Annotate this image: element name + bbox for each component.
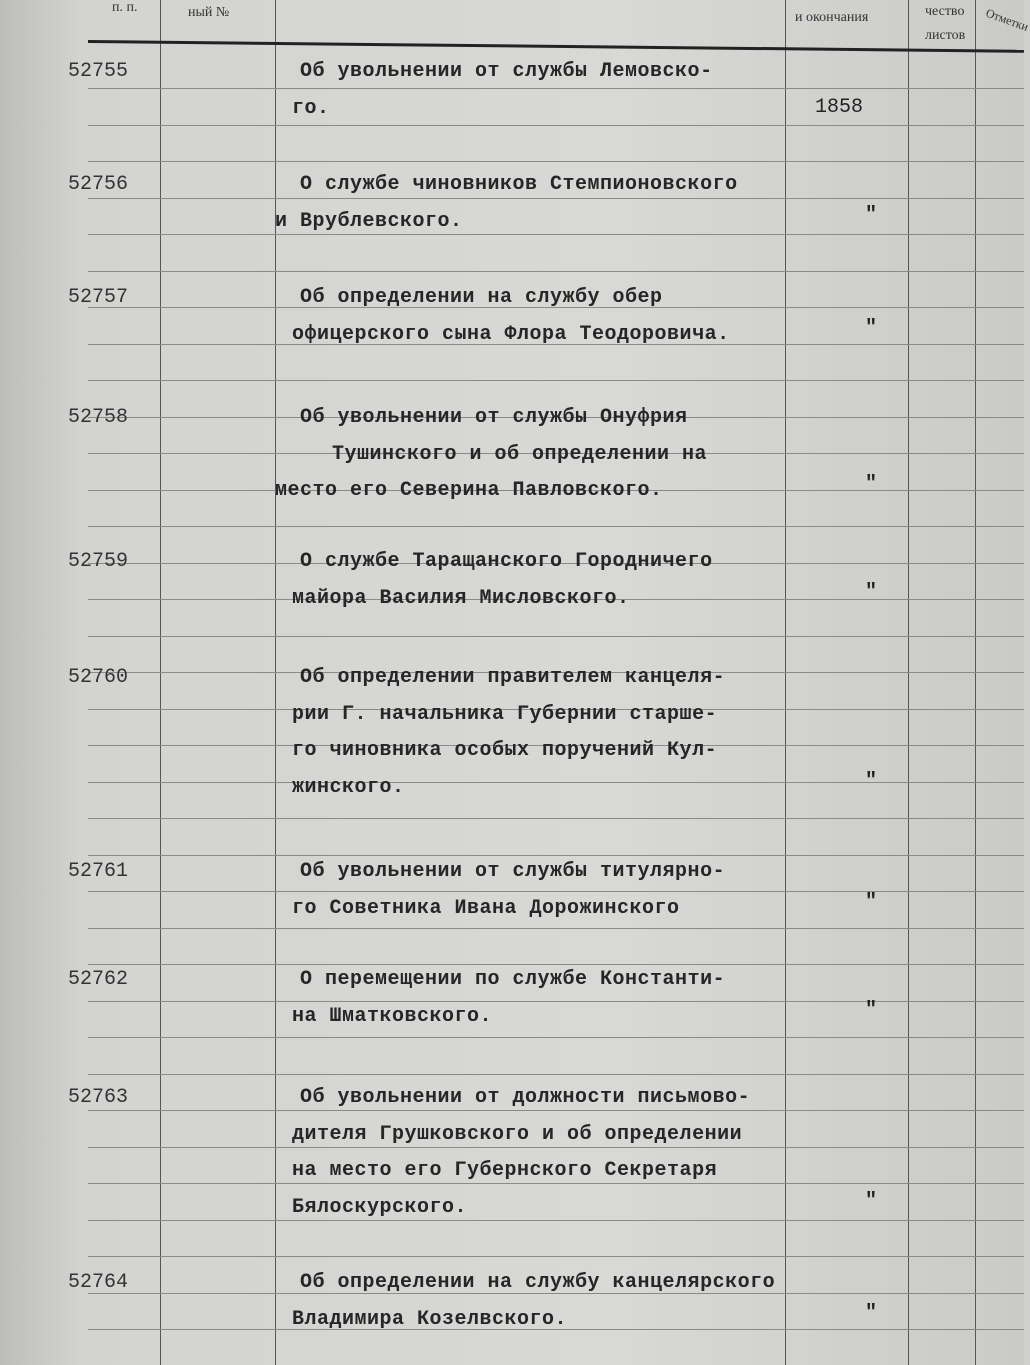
ruled-line [88,1037,160,1038]
ruled-line [785,271,908,272]
ruled-line [975,672,1024,673]
entry-title-line: майора Василия Мисловского. [292,586,630,610]
ruled-line [975,88,1024,89]
entry-title-line: на Шматковского. [292,1004,493,1028]
ruled-line [88,891,160,892]
ruled-line [975,526,1024,527]
ruled-line [88,380,160,381]
ruled-line [785,161,908,162]
entry-title-line: дителя Грушковского и об определении [292,1122,743,1146]
entry-title-line: О службе Таращанского Городничего [300,550,713,573]
ruled-line [275,855,785,856]
ruled-line [160,271,275,272]
ruled-line [160,234,275,235]
ruled-line [88,782,160,783]
entry-number: 52756 [68,173,129,196]
column-divider [275,0,276,1365]
ruled-line [88,636,160,637]
ruled-line [88,344,160,345]
ruled-line [975,563,1024,564]
header-col-notes: Отметки [983,5,1030,34]
entry-title-line: Об увольнении от должности письмово- [300,1086,751,1109]
entry-title-line: Об определении на службу канцелярского [300,1271,776,1294]
ruled-line [975,1256,1024,1257]
entry-title-line: О службе чиновников Стемпионовского [300,173,738,196]
ruled-line [908,745,975,746]
ruled-line [975,709,1024,710]
entry-number: 52755 [68,60,129,83]
ruled-line [975,125,1024,126]
ruled-line [908,161,975,162]
ruled-line [975,271,1024,272]
ruled-line [275,1001,785,1002]
column-divider [975,0,976,1365]
entry-title-line: Об увольнении от службы титулярно- [300,860,726,883]
ruled-line [975,891,1024,892]
ruled-line [908,928,975,929]
ruled-line [88,745,160,746]
entry-title-line: Об увольнении от службы Лемовско- [300,60,713,83]
entry-number: 52759 [68,550,129,573]
ruled-line [975,1147,1024,1148]
ruled-line [160,490,275,491]
ruled-line [908,271,975,272]
ditto-mark: " [865,890,878,914]
ruled-line [160,745,275,746]
ruled-line [160,1110,275,1111]
ditto-mark: " [865,1189,878,1213]
ruled-line [785,344,908,345]
ruled-line [975,855,1024,856]
entry-title-line: место его Северина Павловского. [275,479,663,502]
ruled-line [908,453,975,454]
ruled-line [908,1001,975,1002]
ruled-line [160,1329,275,1330]
ruled-line [908,526,975,527]
ruled-line [160,964,275,965]
ruled-line [785,782,908,783]
ruled-line [908,818,975,819]
ruled-line [975,782,1024,783]
ruled-line [88,490,160,491]
ruled-line [908,1256,975,1257]
ruled-line [785,88,908,89]
ruled-line [275,1074,785,1075]
ruled-line [975,1183,1024,1184]
entry-title-line: жинского. [292,775,405,799]
entry-title-line: Об определении правителем канцеля- [300,666,726,689]
ruled-line [275,636,785,637]
header-col-sheets-a: чество [925,4,965,19]
ruled-line [908,1147,975,1148]
ruled-line [975,307,1024,308]
ruled-line [88,1001,160,1002]
ruled-line [275,928,785,929]
ruled-line [908,1329,975,1330]
ruled-line [275,818,785,819]
ruled-line [160,88,275,89]
header-col-dates: и окончания [795,10,869,25]
ruled-line [160,526,275,527]
ruled-line [785,307,908,308]
ruled-line [975,198,1024,199]
ruled-line [88,818,160,819]
ruled-line [275,125,785,126]
entry-number: 52757 [68,286,129,309]
ruled-line [785,1147,908,1148]
ruled-line [785,1293,908,1294]
ruled-line [160,636,275,637]
ruled-line [908,1183,975,1184]
ruled-line [975,928,1024,929]
ruled-line [275,234,785,235]
entry-title-line: О перемещении по службе Константи- [300,968,726,991]
header-col-number: п. п. [112,0,138,15]
ruled-line [785,818,908,819]
ruled-line [88,928,160,929]
ruled-line [785,490,908,491]
ruled-line [275,891,785,892]
ruled-line [785,636,908,637]
ruled-line [275,1110,785,1111]
ruled-line [88,453,160,454]
ruled-line [975,745,1024,746]
ruled-line [88,599,160,600]
header-col-sheets-b: листов [925,28,966,43]
ruled-line [785,1329,908,1330]
ruled-line [908,709,975,710]
entry-number: 52763 [68,1086,129,1109]
ruled-line [160,307,275,308]
ruled-line [975,1329,1024,1330]
entry-title-line: рии Г. начальника Губернии старше- [292,702,718,726]
entry-title-line: и Врублевского. [275,209,463,233]
ruled-line [975,1001,1024,1002]
ruled-line [785,563,908,564]
ruled-line [785,380,908,381]
ruled-line [160,891,275,892]
ruled-line [88,1183,160,1184]
ruled-line [908,198,975,199]
ruled-line [908,88,975,89]
ruled-line [160,563,275,564]
entry-title-line: го Советника Ивана Дорожинского [292,896,680,920]
ruled-line [785,855,908,856]
ruled-line [908,307,975,308]
ruled-line [785,1110,908,1111]
ruled-line [160,855,275,856]
ruled-line [275,1183,785,1184]
ruled-line [88,526,160,527]
ruled-line [975,234,1024,235]
ruled-line [908,234,975,235]
ruled-line [908,782,975,783]
ruled-line [160,1037,275,1038]
ruled-line [160,672,275,673]
ruled-line [785,198,908,199]
ruled-line [975,453,1024,454]
ruled-line [160,928,275,929]
ruled-line [975,1220,1024,1221]
entry-title-line: Об увольнении от службы Онуфрия [300,406,688,429]
ruled-line [975,964,1024,965]
entry-number: 52764 [68,1271,129,1294]
header-col-inventory: ный № [188,5,230,20]
ruled-line [88,964,160,965]
ditto-mark: " [865,473,878,496]
entry-number: 52758 [68,406,129,429]
ruled-line [160,1147,275,1148]
ruled-line [88,125,160,126]
entry-number: 52760 [68,666,129,689]
ruled-line [88,1256,160,1257]
ruled-line [88,198,160,199]
entry-title-line: на место его Губернского Секретаря [292,1159,718,1182]
entry-date: 1858 [815,96,864,119]
ruled-line [908,490,975,491]
ruled-line [160,1074,275,1075]
ruled-line [275,380,785,381]
ruled-line [908,636,975,637]
ruled-line [88,161,160,162]
ruled-line [785,709,908,710]
column-divider [908,0,909,1365]
ruled-line [88,709,160,710]
ruled-line [785,599,908,600]
ruled-line [975,380,1024,381]
ruled-line [908,1293,975,1294]
ruled-line [88,855,160,856]
ruled-line [908,1110,975,1111]
ruled-line [908,417,975,418]
ruled-line [975,599,1024,600]
ruled-line [160,380,275,381]
ruled-line [785,1183,908,1184]
ruled-line [908,672,975,673]
ruled-line [785,1037,908,1038]
ruled-line [785,745,908,746]
entry-title-line: Об определении на службу обер [300,286,663,309]
entry-title-line: Владимира Козелвского. [292,1307,568,1331]
ruled-line [785,234,908,235]
ruled-line [160,818,275,819]
ruled-line [908,964,975,965]
ruled-line [785,964,908,965]
ruled-line [160,1220,275,1221]
ruled-line [908,1074,975,1075]
ruled-line [160,782,275,783]
entry-title-line: Бялоскурского. [292,1195,468,1219]
ruled-line [88,1329,160,1330]
ruled-line [975,1074,1024,1075]
ruled-line [88,1110,160,1111]
ruled-line [160,198,275,199]
ruled-line [785,891,908,892]
ruled-line [275,1220,785,1221]
ruled-line [908,891,975,892]
ruled-line [975,818,1024,819]
entry-title-line: Тушинского и об определении на [332,442,708,466]
ruled-line [275,526,785,527]
ruled-line [975,1110,1024,1111]
ruled-line [908,563,975,564]
ruled-line [160,125,275,126]
ruled-line [160,417,275,418]
ditto-mark: " [865,203,878,227]
ruled-line [160,709,275,710]
ruled-line [275,88,785,89]
ruled-line [160,1293,275,1294]
ruled-line [975,344,1024,345]
ruled-line [160,453,275,454]
ruled-line [908,1037,975,1038]
ruled-line [88,88,160,89]
ruled-line [785,453,908,454]
ruled-line [908,855,975,856]
ruled-line [160,161,275,162]
ruled-line [975,1293,1024,1294]
ruled-line [88,234,160,235]
ruled-line [275,198,785,199]
ruled-line [975,161,1024,162]
ditto-mark: " [865,998,878,1022]
ruled-line [275,271,785,272]
ruled-line [88,1147,160,1148]
ruled-line [785,526,908,527]
entry-number: 52761 [68,860,129,883]
ruled-line [88,271,160,272]
ruled-line [908,1220,975,1221]
ruled-line [88,1074,160,1075]
ruled-line [975,417,1024,418]
ruled-line [908,380,975,381]
ruled-line [785,1220,908,1221]
header-rule [88,40,1024,53]
entry-number: 52762 [68,968,129,991]
ruled-line [160,599,275,600]
ditto-mark: " [865,769,878,793]
ruled-line [785,1074,908,1075]
ruled-line [275,964,785,965]
ruled-line [975,490,1024,491]
ruled-line [275,1256,785,1257]
ruled-line [785,1001,908,1002]
ditto-mark: " [865,316,878,340]
ruled-line [785,928,908,929]
ruled-line [275,1147,785,1148]
ruled-line [160,1183,275,1184]
ruled-line [160,344,275,345]
ruled-line [785,125,908,126]
ditto-mark: " [865,580,878,604]
ruled-line [785,417,908,418]
ruled-line [785,1256,908,1257]
entry-title-line: го. [292,96,330,120]
ruled-line [88,1220,160,1221]
ruled-line [908,344,975,345]
ruled-line [908,125,975,126]
ditto-mark: " [865,1301,878,1325]
ruled-line [975,1037,1024,1038]
ruled-line [275,1037,785,1038]
column-divider [160,0,161,1365]
ruled-line [975,636,1024,637]
ruled-line [275,161,785,162]
entry-title-line: го чиновника особых поручений Кул- [292,739,718,762]
entry-title-line: офицерского сына Флора Теодоровича. [292,322,730,346]
ruled-line [908,599,975,600]
ruled-line [160,1256,275,1257]
ruled-line [785,672,908,673]
ruled-line [160,1001,275,1002]
column-divider [785,0,786,1365]
